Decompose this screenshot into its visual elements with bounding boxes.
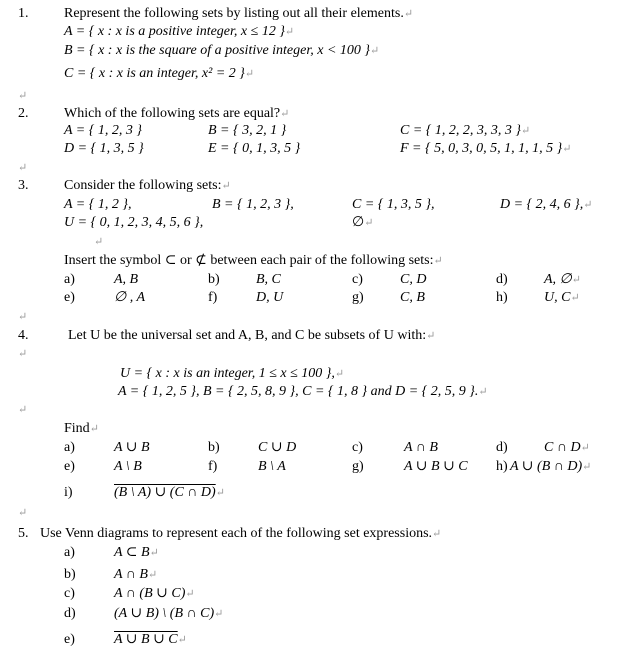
q4-intro: Let U be the universal set and A, B, and C be subsets of U with:↵ [68, 328, 436, 343]
q4-item-label: c) [352, 440, 363, 455]
q4-item-label: g) [352, 459, 364, 474]
q5-item-expr: A ∩ B↵ [114, 567, 158, 582]
q3-item-label: c) [352, 272, 363, 287]
q4-universal-set: U = { x : x is an integer, 1 ≤ x ≤ 100 },↵ [120, 366, 345, 381]
q4-item-expr: A ∪ (B ∩ D)↵ [510, 459, 592, 474]
q4-item-label: e) [64, 459, 75, 474]
q5-item-expr: (A ∪ B) \ (B ∩ C)↵ [114, 606, 224, 621]
q5-item-expr: A ∪ B ∪ C↵ [114, 632, 187, 647]
q4-item-label: a) [64, 440, 75, 455]
q3-item-expr: ∅ , A [114, 290, 145, 305]
q3-empty-set: ∅↵ [352, 215, 374, 230]
q4-item-label: f) [208, 459, 218, 474]
q3-item-label: a) [64, 272, 75, 287]
q1-number: 1. [18, 6, 29, 21]
q2-set-b: B = { 3, 2, 1 } [208, 123, 287, 138]
q3-item-expr: A, B [114, 272, 139, 287]
q4-item-expr: A ∪ B ∪ C [404, 459, 468, 474]
q3-set-d: D = { 2, 4, 6 },↵ [500, 197, 593, 212]
q2-set-c: C = { 1, 2, 2, 3, 3, 3 }↵ [400, 123, 531, 138]
q5-item-expr: A ∩ (B ∪ C)↵ [114, 586, 195, 601]
paragraph-mark: ↵ [18, 404, 28, 416]
q3-item-label: e) [64, 290, 75, 305]
q3-item-label: f) [208, 290, 218, 305]
q5-item-label: c) [64, 586, 75, 601]
q4-item-expr: (B \ A) ∪ (C ∩ D)↵ [114, 485, 225, 500]
q5-item-label: e) [64, 632, 75, 647]
q2-set-d: D = { 1, 3, 5 } [64, 141, 144, 156]
q5-number: 5. [18, 526, 29, 541]
q3-item-expr: A, ∅↵ [544, 272, 581, 287]
q3-item-expr: D, U [256, 290, 284, 305]
q4-subsets: A = { 1, 2, 5 }, B = { 2, 5, 8, 9 }, C = { 1, 8 } and D = { 2, 5, 9 }.↵ [118, 384, 488, 399]
q4-item-expr: B \ A [258, 459, 286, 474]
q4-number: 4. [18, 328, 29, 343]
q3-intro: Consider the following sets:↵ [64, 178, 231, 193]
q3-set-u: U = { 0, 1, 2, 3, 4, 5, 6 }, [64, 215, 204, 230]
q4-item-expr: C ∪ D [258, 440, 297, 455]
q3-item-label: d) [496, 272, 508, 287]
q3-set-a: A = { 1, 2 }, [64, 197, 132, 212]
q5-item-label: d) [64, 606, 76, 621]
q3-set-c: C = { 1, 3, 5 }, [352, 197, 435, 212]
paragraph-mark: ↵ [18, 507, 28, 519]
q3-item-expr: B, C [256, 272, 281, 287]
paragraph-mark: ↵ [18, 311, 28, 323]
q3-number: 3. [18, 178, 29, 193]
q2-set-f: F = { 5, 0, 3, 0, 5, 1, 1, 1, 5 }↵ [400, 141, 572, 156]
q3-item-expr: C, B [400, 290, 425, 305]
q4-item-expr: A \ B [114, 459, 142, 474]
q5-item-expr: A ⊂ B↵ [114, 545, 159, 560]
q2-set-e: E = { 0, 1, 3, 5 } [208, 141, 301, 156]
q3-item-label: h) [496, 290, 508, 305]
paragraph-mark: ↵ [18, 348, 28, 360]
q1-set-a: A = { x : x is a positive integer, x ≤ 12 }↵ [64, 24, 295, 39]
q1-set-c: C = { x : x is an integer, x² = 2 }↵ [64, 66, 255, 81]
q3-item-expr: U, C↵ [544, 290, 580, 305]
q2-set-a: A = { 1, 2, 3 } [64, 123, 142, 138]
paragraph-mark: ↵ [94, 236, 104, 248]
q5-item-label: a) [64, 545, 75, 560]
q4-item-label: b) [208, 440, 220, 455]
paragraph-mark: ↵ [18, 90, 28, 102]
q5-item-label: b) [64, 567, 76, 582]
q4-find: Find↵ [64, 421, 99, 436]
q3-item-label: b) [208, 272, 220, 287]
q4-item-expr: C ∩ D↵ [544, 440, 590, 455]
q3-set-b: B = { 1, 2, 3 }, [212, 197, 294, 212]
q2-number: 2. [18, 106, 29, 121]
q4-item-label: i) [64, 485, 73, 500]
q2-intro: Which of the following sets are equal?↵ [64, 106, 290, 121]
paragraph-mark: ↵ [18, 162, 28, 174]
q1-intro: Represent the following sets by listing out all their elements.↵ [64, 6, 414, 21]
q5-intro: Use Venn diagrams to represent each of the following set expressions.↵ [40, 526, 442, 541]
q1-set-b: B = { x : x is the square of a positive integer, x < 100 }↵ [64, 43, 380, 58]
q4-item-label: h) [496, 459, 508, 474]
q3-insert-instruction: Insert the symbol ⊂ or ⊄ between each pair of the following sets:↵ [64, 253, 443, 268]
q3-item-label: g) [352, 290, 364, 305]
q3-item-expr: C, D [400, 272, 427, 287]
q4-item-expr: A ∪ B [114, 440, 150, 455]
q4-item-expr: A ∩ B [404, 440, 438, 455]
q4-item-label: d) [496, 440, 508, 455]
